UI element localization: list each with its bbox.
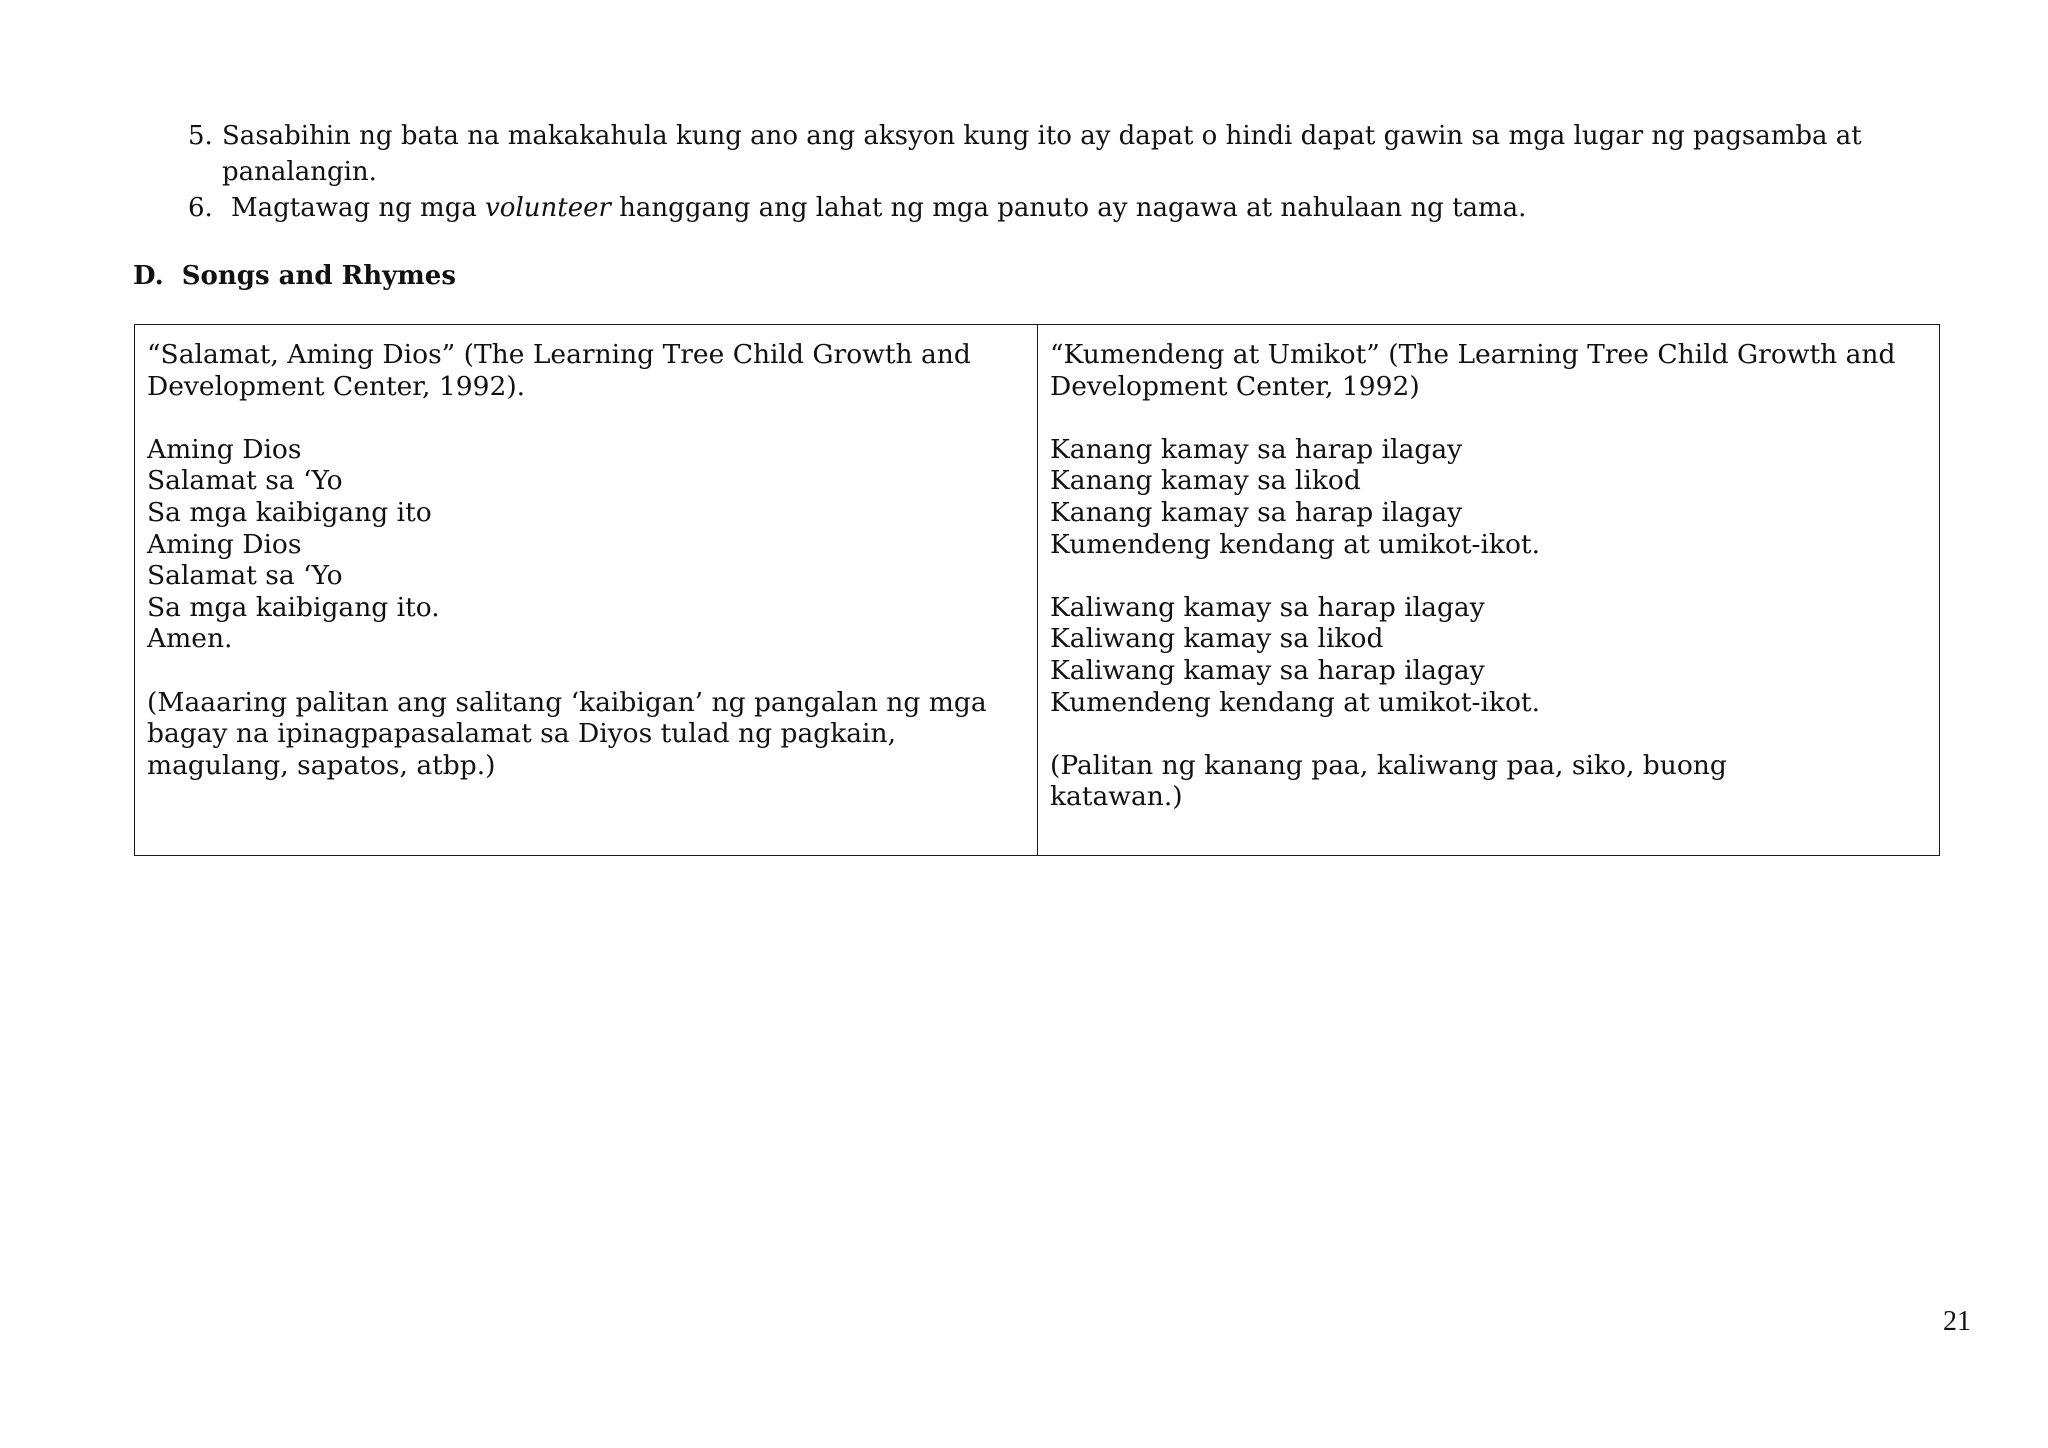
song-note: (Palitan ng kanang paa, kaliwang paa, siko, buong <box>1050 749 1727 781</box>
verse-line: Kaliwang kamay sa likod <box>1050 623 1384 655</box>
song-cell-salamat <box>135 325 1037 855</box>
list-item-number: 6. <box>188 193 213 223</box>
list-item-text <box>231 190 1908 226</box>
list-item-number: 5. <box>188 121 213 151</box>
song-note: magulang, sapatos, atbp.) <box>147 749 496 781</box>
song-cell-kumendeng <box>1037 325 1939 855</box>
verse-line: Kumendeng kendang at umikot-ikot. <box>1050 686 1541 718</box>
song-title: “Salamat, Aming Dios” (The Learning Tree Child Growth and <box>147 339 971 370</box>
instruction-list <box>188 118 1908 226</box>
song-source: Development Center, 1992) <box>1050 370 1420 402</box>
song-note: bagay na ipinagpapasalamat sa Diyos tulad ng pagkain, <box>147 718 897 750</box>
verse-line: Salamat sa ‘Yo <box>147 465 343 497</box>
verse-line: Kanang kamay sa harap ilagay <box>1050 433 1463 465</box>
song-note: (Maaaring palitan ang salitang ‘kaibigan’ ng pangalan ng mga <box>147 686 987 718</box>
song-title: “Kumendeng at Umikot” (The Learning Tree Child Growth and <box>1050 339 1896 370</box>
verse-line: Aming Dios <box>147 433 302 465</box>
list-item-text: Sasabihin ng bata na makakahula kung ano ang aksyon kung ito ay dapat o hindi dapat gawin sa mga lugar ng pagsamba at panalangin. <box>222 121 1862 187</box>
list-item-text-before: Magtawag ng mga <box>231 193 486 223</box>
page-number: 21 <box>1943 1306 1971 1337</box>
songs-table <box>134 324 1940 856</box>
verse-line: Aming Dios <box>147 528 302 560</box>
verse-line: Kumendeng kendang at umikot-ikot. <box>1050 528 1541 560</box>
song-note: katawan.) <box>1050 781 1183 813</box>
list-item-text-after: hanggang ang lahat ng mga panuto ay nagawa at nahulaan ng tama. <box>610 193 1527 223</box>
volunteer-emphasis: volunteer <box>485 193 611 223</box>
section-heading: D. Songs and Rhymes <box>133 261 456 291</box>
verse-line: Kanang kamay sa likod <box>1050 465 1361 497</box>
list-item <box>188 190 1908 226</box>
verse-line: Sa mga kaibigang ito. <box>147 591 440 623</box>
verse-line: Kaliwang kamay sa harap ilagay <box>1050 591 1485 623</box>
verse-line: Sa mga kaibigang ito <box>147 496 432 528</box>
song-source: Development Center, 1992). <box>147 370 526 402</box>
verse-line: Kanang kamay sa harap ilagay <box>1050 496 1463 528</box>
verse-line: Kaliwang kamay sa harap ilagay <box>1050 654 1485 686</box>
verse-line: Salamat sa ‘Yo <box>147 560 343 592</box>
list-item <box>188 118 1908 190</box>
verse-line: Amen. <box>147 623 233 655</box>
